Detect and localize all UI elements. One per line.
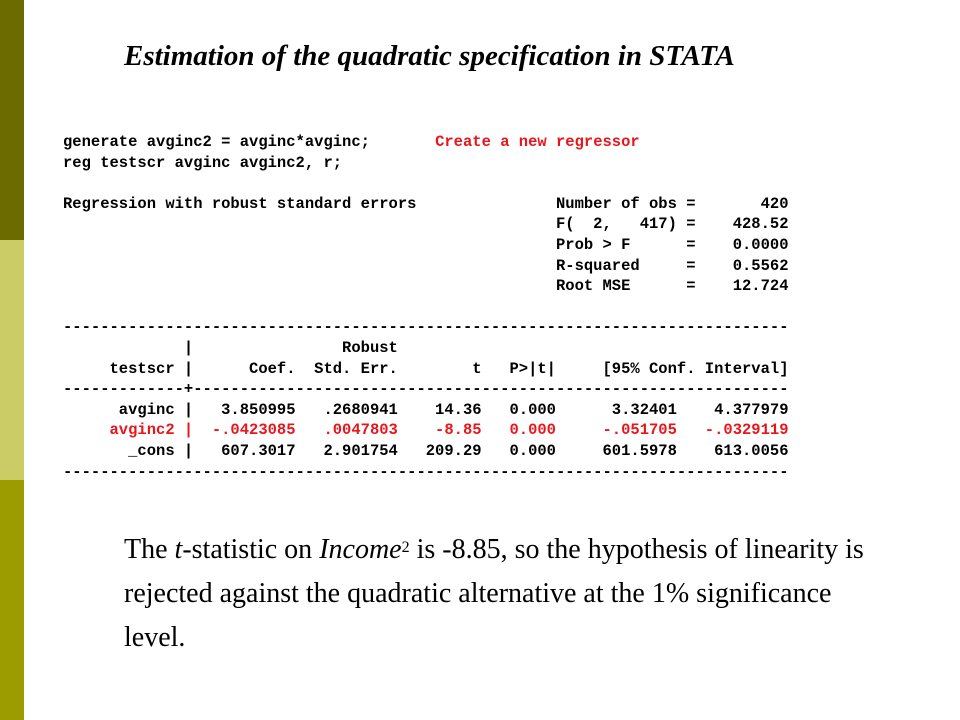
blank-line bbox=[63, 297, 789, 318]
table-header-columns: testscr | Coef. Std. Err. t P>|t| [95% Conf. Interval] bbox=[63, 359, 789, 378]
divider-line: ------------------------------------------------------------------------------ bbox=[63, 462, 789, 481]
stat-line: Root MSE = 12.724 bbox=[63, 277, 789, 296]
t-italic: t bbox=[174, 534, 183, 565]
table-row: avginc | 3.850995 .2680941 14.36 0.000 3.32401 4.377979 bbox=[63, 400, 789, 419]
stat-line: Prob > F = 0.0000 bbox=[63, 235, 789, 254]
divider-line: ------------------------------------------------------------------------------ bbox=[63, 318, 789, 337]
table-header-robust: | Robust bbox=[63, 338, 398, 357]
stata-output bbox=[63, 132, 789, 482]
command-line-1 bbox=[63, 132, 789, 153]
stat-line: R-squared = 0.5562 bbox=[63, 256, 789, 275]
sidebar-band-mid bbox=[0, 480, 24, 720]
slide-title: Estimation of the quadratic specification in STATA bbox=[124, 40, 735, 72]
command-line-2: reg testscr avginc avginc2, r; bbox=[63, 153, 343, 172]
superscript-2: 2 bbox=[401, 539, 410, 556]
sidebar-band-light bbox=[0, 240, 24, 480]
conclusion-paragraph: The t-statistic on Income$^2$ is -8.85, so the hypothesis of linearity is rejected against the quadratic alternative at the 1% significance level. bbox=[124, 534, 864, 653]
regression-title-line: Regression with robust standard errors Number of obs = 420 bbox=[63, 194, 789, 213]
command-note: Create a new regressor bbox=[435, 133, 640, 151]
command-generate: generate avginc2 = avginc*avginc; bbox=[63, 133, 370, 151]
income-italic: Income bbox=[319, 534, 402, 565]
table-row-highlighted: avginc2 | -.0423085 .0047803 -8.85 0.000 -.051705 -.0329119 bbox=[63, 421, 789, 440]
divider-line: -------------+---------------------------------------------------------------- bbox=[63, 380, 789, 399]
blank-line bbox=[63, 173, 789, 194]
sidebar-band-dark bbox=[0, 0, 24, 240]
stat-line: F( 2, 417) = 428.52 bbox=[63, 215, 789, 234]
table-row: _cons | 607.3017 2.901754 209.29 0.000 601.5978 613.0056 bbox=[63, 441, 789, 460]
